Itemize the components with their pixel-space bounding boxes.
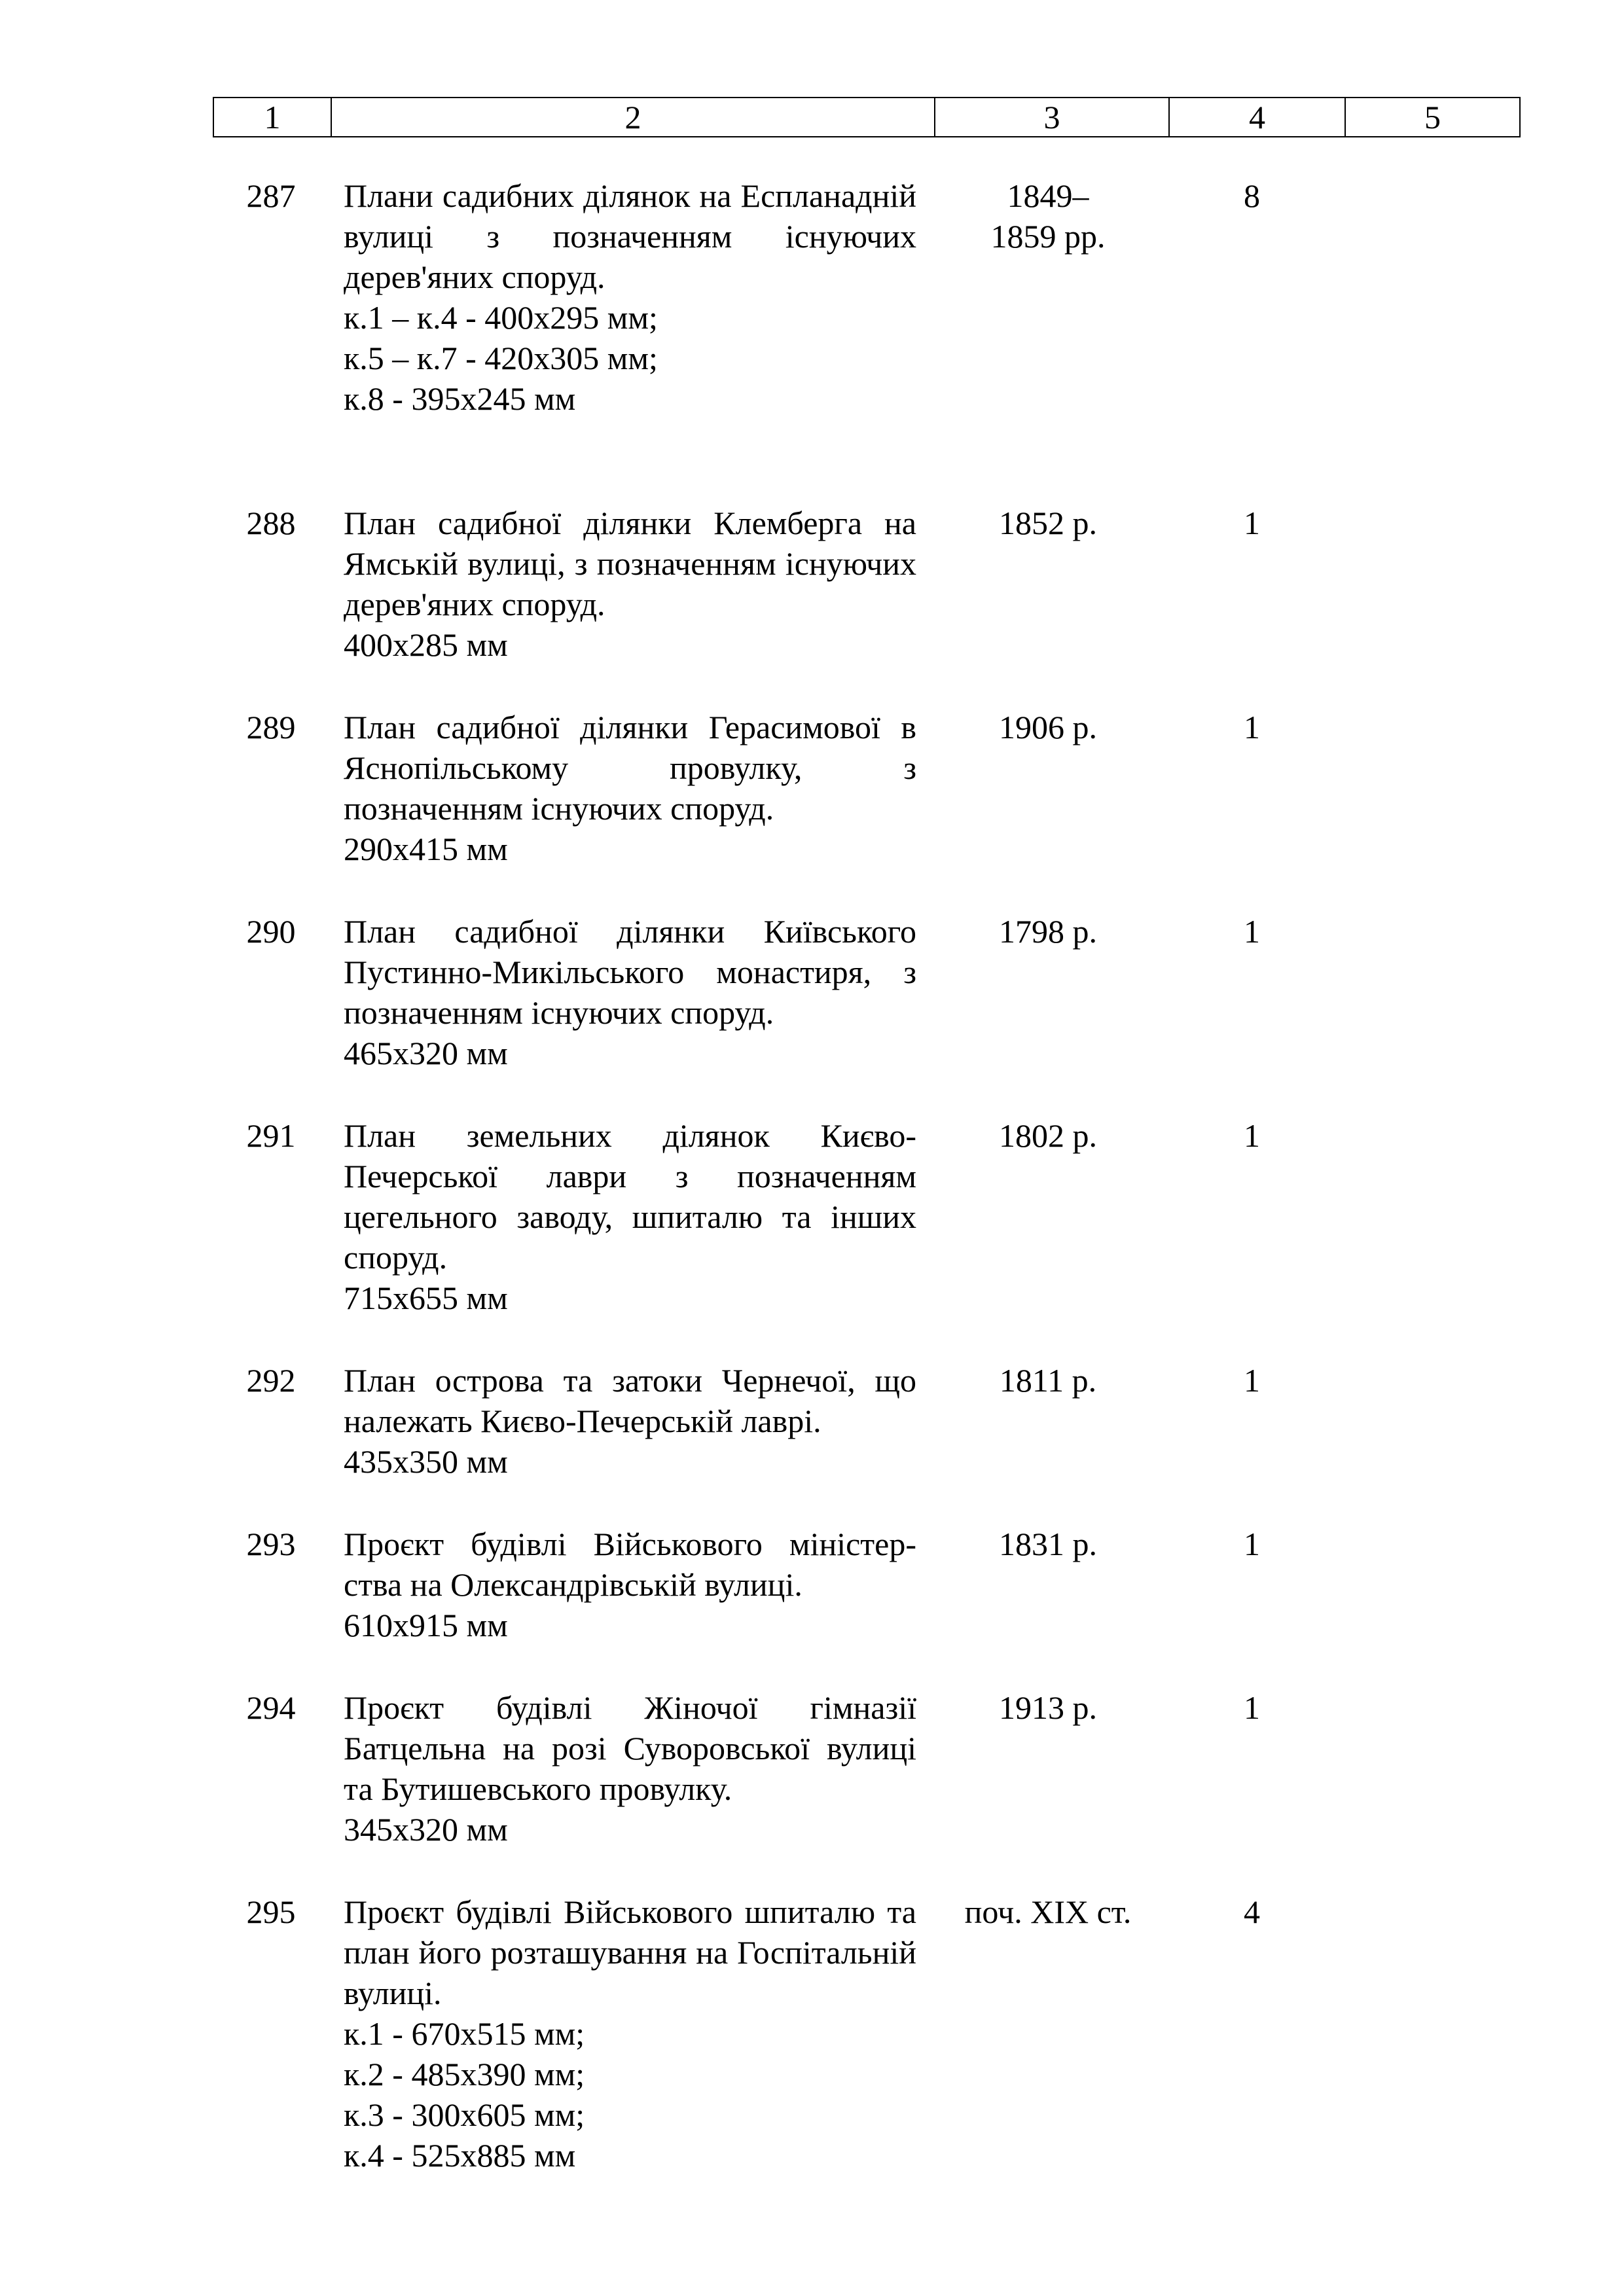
entry-row: [213, 911, 1513, 1073]
entry-date: 1798 р.: [999, 913, 1097, 950]
entry-dimension: к.4 - 525х885 мм: [344, 2137, 576, 2174]
entry-date: 1849– 1859 рр.: [990, 177, 1106, 255]
entry-dimension: к.2 - 485х390 мм;: [344, 2056, 585, 2092]
entry-dimension: к.3 - 300х605 мм;: [344, 2096, 585, 2133]
entry-dimension: 435х350 мм: [344, 1443, 508, 1480]
entry-row: [213, 1115, 1513, 1318]
entry-row: [213, 175, 1513, 419]
entry-number: 289: [246, 709, 296, 745]
entry-row: [213, 503, 1513, 665]
entry-dimension: к.8 - 395х245 мм: [344, 380, 576, 417]
entry-number: 292: [246, 1362, 296, 1399]
column-header-4: 4: [1169, 98, 1345, 137]
entry-title: План садибної ділянки Київського Пустинно-Микільського монастиря, з позначенням існуючих споруд.: [344, 913, 916, 1031]
entry-count: 1: [1244, 1362, 1260, 1399]
column-header-1: 1: [213, 98, 331, 137]
entry-description: [329, 1115, 931, 1318]
entry-number: 293: [246, 1526, 296, 1562]
entry-date: 1906 р.: [999, 709, 1097, 745]
entry-date: поч. XIX ст.: [964, 1893, 1132, 1930]
entry-title: План земельних ділянок Києво-Печерської лаври з позначенням цегельного заводу, шпиталю та інших споруд.: [344, 1117, 916, 1276]
entry-number: 287: [246, 177, 296, 214]
entry-count: 8: [1244, 177, 1260, 214]
entry-title: Плани садибних ділянок на Еспланадній вулиці з позначенням існуючих дерев'яних споруд.: [344, 177, 916, 295]
entry-date: 1811 р.: [999, 1362, 1097, 1399]
entry-title: Проєкт будівлі Військового міністер-ства на Олександрівській вулиці.: [344, 1526, 916, 1603]
entry-number: 295: [246, 1893, 296, 1930]
entry-description: [329, 1524, 931, 1645]
entry-row: [213, 1892, 1513, 2176]
entry-description: [329, 911, 931, 1073]
entry-dimension: к.5 – к.7 - 420х305 мм;: [344, 340, 658, 376]
entry-count: 1: [1244, 1526, 1260, 1562]
entry-count: 1: [1244, 709, 1260, 745]
entry-description: [329, 1892, 931, 2176]
entry-description: [329, 175, 931, 419]
column-header-2: 2: [331, 98, 935, 137]
entry-number: 290: [246, 913, 296, 950]
entry-count: 1: [1244, 913, 1260, 950]
entry-date: 1913 р.: [999, 1689, 1097, 1726]
entry-description: [329, 707, 931, 869]
entry-dimension: 345х320 мм: [344, 1811, 508, 1848]
entry-row: [213, 1687, 1513, 1850]
column-header-row: [213, 98, 1520, 137]
entry-dimension: к.1 – к.4 - 400х295 мм;: [344, 299, 658, 336]
entry-dimension: 290х415 мм: [344, 831, 508, 867]
entry-description: [329, 1687, 931, 1850]
entry-count: 1: [1244, 1689, 1260, 1726]
entry-date: 1802 р.: [999, 1117, 1097, 1154]
entry-count: 1: [1244, 1117, 1260, 1154]
entry-dimension: к.1 - 670х515 мм;: [344, 2015, 585, 2052]
entry-dimension: 715х655 мм: [344, 1280, 508, 1316]
entry-description: [329, 1360, 931, 1482]
entry-title: Проєкт будівлі Жіночої гімназії Батцельна на розі Суворовської вулиці та Бутишевського провулку.: [344, 1689, 916, 1807]
entry-count: 4: [1244, 1893, 1260, 1930]
entry-title: План острова та затоки Чернечої, що належать Києво-Печерській лаврі.: [344, 1362, 916, 1439]
entry-date: 1831 р.: [999, 1526, 1097, 1562]
entry-row: [213, 707, 1513, 869]
column-header-3: 3: [935, 98, 1169, 137]
entry-title: План садибної ділянки Клемберга на Ямській вулиці, з позначенням існуючих дерев'яних споруд.: [344, 505, 916, 622]
entry-date: 1852 р.: [999, 505, 1097, 541]
entry-number: 288: [246, 505, 296, 541]
entry-row: [213, 1360, 1513, 1482]
entry-description: [329, 503, 931, 665]
entry-title: Проєкт будівлі Військового шпиталю та план його розташування на Госпітальній вулиці.: [344, 1893, 916, 2011]
entry-list: [213, 175, 1513, 2176]
entry-count: 1: [1244, 505, 1260, 541]
entry-number: 291: [246, 1117, 296, 1154]
entry-number: 294: [246, 1689, 296, 1726]
entry-title: План садибної ділянки Герасимової в Яснопільському провулку, з позначенням існуючих споруд.: [344, 709, 916, 827]
column-header-5: 5: [1345, 98, 1520, 137]
column-header-table: [213, 97, 1521, 137]
entry-row: [213, 1524, 1513, 1645]
entry-dimension: 610х915 мм: [344, 1607, 508, 1643]
entry-dimension: 400х285 мм: [344, 626, 508, 663]
entry-dimension: 465х320 мм: [344, 1035, 508, 1071]
